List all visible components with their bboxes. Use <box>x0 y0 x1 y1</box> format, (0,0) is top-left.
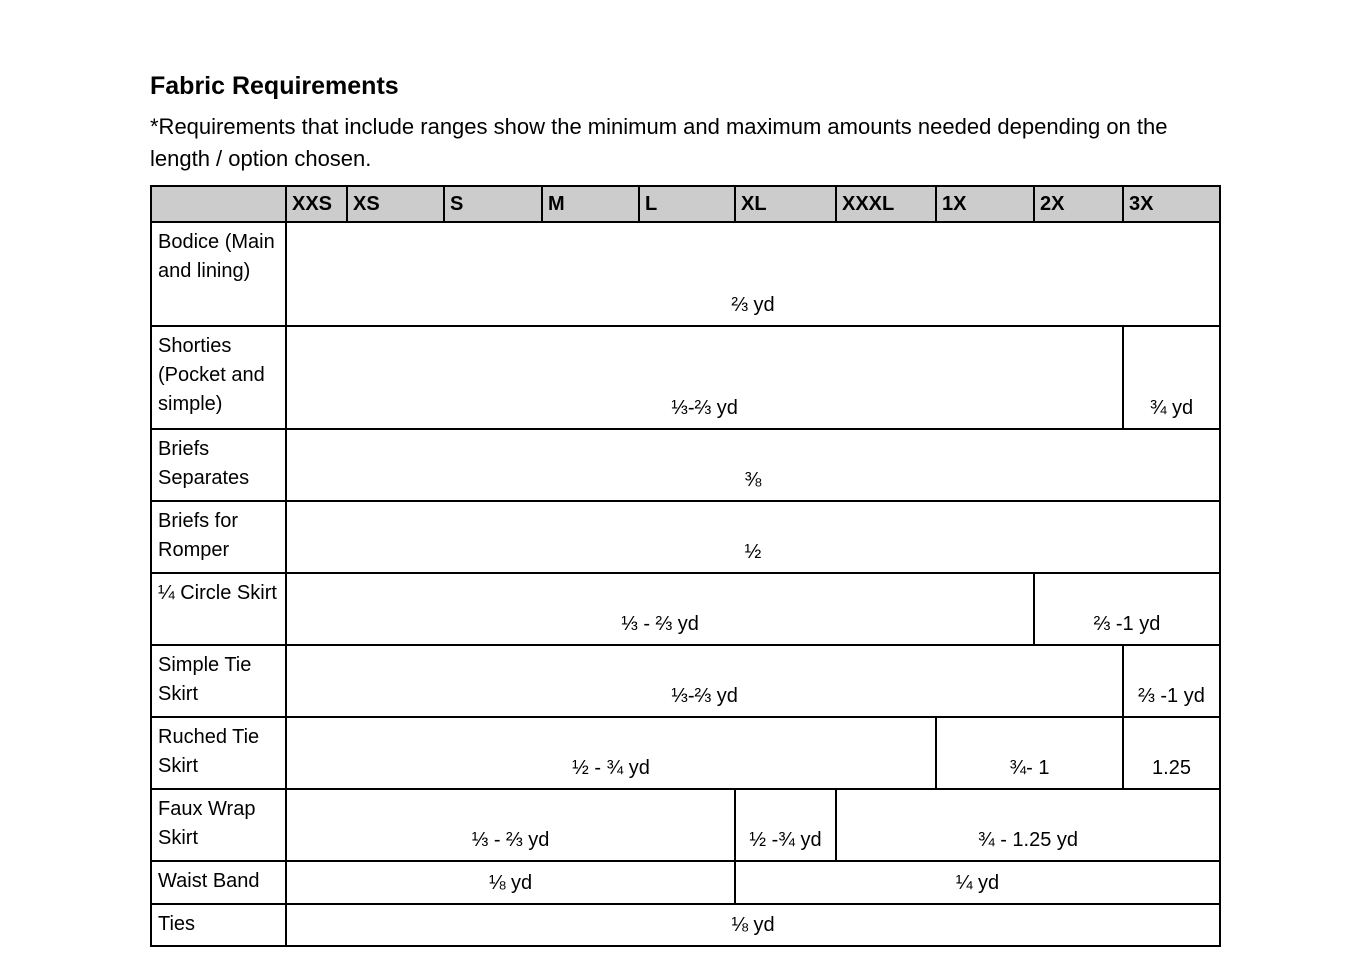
value-cell: 1.25 <box>1123 717 1220 789</box>
row-label-shorties: Shorties (Pocket and simple) <box>151 326 286 429</box>
value-cell: ⅓ - ⅔ yd <box>286 789 735 861</box>
table-row-faux-wrap-skirt <box>151 789 1220 861</box>
header-corner-cell <box>151 186 286 222</box>
value-cell: ⅔ yd <box>286 222 1220 326</box>
row-label-quarter-circle-skirt: ¼ Circle Skirt <box>151 573 286 645</box>
row-label-briefs-separates: Briefs Separates <box>151 429 286 501</box>
fabric-requirements-table <box>150 185 1221 947</box>
size-header-l: L <box>639 186 735 222</box>
table-row-shorties <box>151 326 1220 429</box>
table-row-waist-band <box>151 861 1220 904</box>
value-cell: ⅓ - ⅔ yd <box>286 573 1034 645</box>
value-cell: ⅛ yd <box>286 904 1220 946</box>
table-row-bodice <box>151 222 1220 326</box>
table-row-ties <box>151 904 1220 946</box>
value-cell: ⅛ yd <box>286 861 735 904</box>
value-cell: ⅓-⅔ yd <box>286 645 1123 717</box>
value-cell: ½ <box>286 501 1220 573</box>
size-header-row <box>151 186 1220 222</box>
requirements-note: *Requirements that include ranges show the minimum and maximum amounts needed depending on the length / option chosen. <box>150 114 1168 171</box>
size-header-1x: 1X <box>936 186 1034 222</box>
value-cell: ¾- 1 <box>936 717 1123 789</box>
size-header-2x: 2X <box>1034 186 1123 222</box>
value-cell: ¾ - 1.25 yd <box>836 789 1220 861</box>
row-label-briefs-romper: Briefs for Romper <box>151 501 286 573</box>
value-cell: ¼ yd <box>735 861 1220 904</box>
size-header-xxs: XXS <box>286 186 347 222</box>
row-label-bodice: Bodice (Main and lining) <box>151 222 286 326</box>
table-row-simple-tie-skirt <box>151 645 1220 717</box>
value-cell: ½ - ¾ yd <box>286 717 936 789</box>
row-label-faux-wrap-skirt: Faux Wrap Skirt <box>151 789 286 861</box>
table-row-quarter-circle-skirt <box>151 573 1220 645</box>
value-cell: ⅜ <box>286 429 1220 501</box>
row-label-simple-tie-skirt: Simple Tie Skirt <box>151 645 286 717</box>
size-header-3x: 3X <box>1123 186 1220 222</box>
size-header-xl: XL <box>735 186 836 222</box>
row-label-ruched-tie-skirt: Ruched Tie Skirt <box>151 717 286 789</box>
size-header-m: M <box>542 186 639 222</box>
value-cell: ½ -¾ yd <box>735 789 836 861</box>
page-title: Fabric Requirements <box>150 72 399 100</box>
value-cell: ¾ yd <box>1123 326 1220 429</box>
table-row-briefs-separates <box>151 429 1220 501</box>
size-header-s: S <box>444 186 542 222</box>
row-label-ties: Ties <box>151 904 286 946</box>
value-cell: ⅓-⅔ yd <box>286 326 1123 429</box>
row-label-waist-band: Waist Band <box>151 861 286 904</box>
value-cell: ⅔ -1 yd <box>1123 645 1220 717</box>
table-row-briefs-romper <box>151 501 1220 573</box>
size-header-xxxl: XXXL <box>836 186 936 222</box>
size-header-xs: XS <box>347 186 444 222</box>
table-row-ruched-tie-skirt <box>151 717 1220 789</box>
value-cell: ⅔ -1 yd <box>1034 573 1220 645</box>
